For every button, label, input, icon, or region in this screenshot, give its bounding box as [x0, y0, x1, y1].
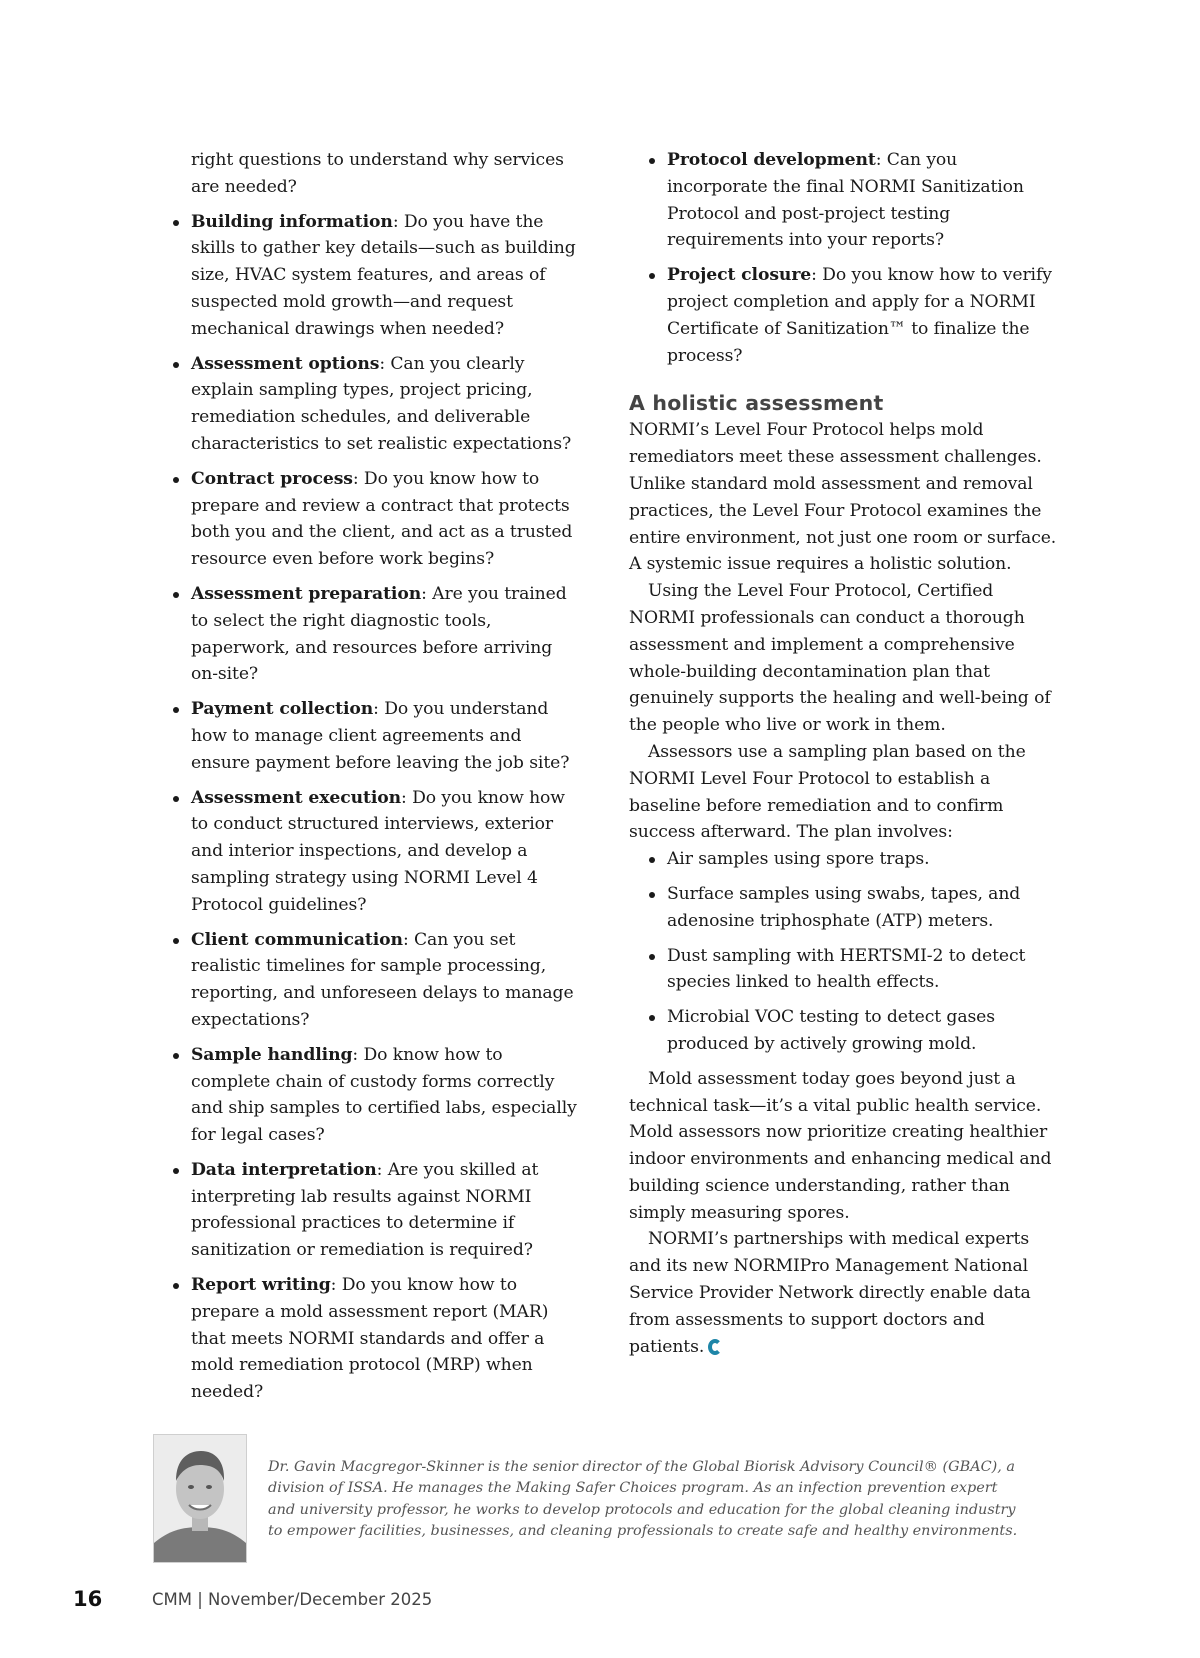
- item-text: : Do you know how to prepare and review a contract that protects both you and the client, and act as a trusted resource even before work begins?: [191, 468, 573, 570]
- list-item: [172, 466, 582, 573]
- item-text: : Do you understand how to manage client agreements and ensure payment before leaving the job site?: [191, 699, 570, 773]
- item-text: : Do you know how to prepare a mold assessment report (MAR) that meets NORMI standards and offer a mold remediation protocol (MRP) when needed?: [191, 1275, 549, 1403]
- left-column: [172, 147, 582, 1414]
- list-item: Microbial VOC testing to detect gases produced by actively growing mold.: [648, 1004, 1059, 1058]
- list-item: [172, 927, 582, 1034]
- paragraph: Using the Level Four Protocol, Certified NORMI professionals can conduct a thorough assessment and implement a comprehensive whole-building decontamination plan that genuinely supports the healing and well-being of the people who live or work in them.: [629, 581, 1051, 736]
- item-term: Assessment options: [191, 353, 380, 374]
- list-item: [648, 147, 1059, 254]
- list-item: [172, 581, 582, 688]
- right-column: [629, 147, 1059, 1360]
- publication-info: CMM | November/December 2025: [152, 1590, 433, 1609]
- author-portrait-icon: [153, 1434, 247, 1563]
- item-text: : Are you skilled at interpreting lab results against NORMI professional practices to determine if sanitization or remediation is required?: [191, 1159, 539, 1261]
- item-term: Payment collection: [191, 699, 374, 720]
- checklist-right: [648, 147, 1059, 369]
- sampling-list: [648, 846, 1059, 1058]
- item-text: : Do you have the skills to gather key details—such as building size, HVAC system features, and areas of suspected mold growth—and request mechanical drawings when needed?: [191, 211, 576, 339]
- list-item: [172, 1272, 582, 1406]
- list-item: [172, 696, 582, 776]
- item-term: Assessment execution: [191, 787, 402, 808]
- item-text: : Do know how to complete chain of custody forms correctly and ship samples to certified labs, especially for legal cases?: [191, 1044, 577, 1146]
- item-term: Contract process: [191, 468, 353, 489]
- section-heading: A holistic assessment: [629, 391, 884, 416]
- list-item: Air samples using spore traps.: [648, 846, 1059, 873]
- item-term: Client communication: [191, 929, 403, 950]
- item-text: : Do you know how to verify project completion and apply for a NORMI Certificate of Sanitization™ to finalize the process?: [667, 265, 1052, 366]
- list-item: [172, 785, 582, 919]
- paragraph: NORMI’s Level Four Protocol helps mold remediators meet these assessment challenges. Unlike standard mold assessment and removal practices, the Level Four Protocol examines the entire environment, not just one room or surface. A systemic issue requires a holistic solution.: [629, 420, 1057, 575]
- paragraph: Mold assessment today goes beyond just a technical task—it’s a vital public health service. Mold assessors now prioritize creating healthier indoor environments and enhancing medical and building science understanding, rather than simply measuring spores.: [629, 1068, 1052, 1223]
- list-item: Dust sampling with HERTSMI-2 to detect species linked to health effects.: [648, 943, 1059, 997]
- item-term: Project closure: [667, 265, 812, 286]
- paragraph: [629, 1226, 1059, 1360]
- checklist-left: [172, 209, 582, 1406]
- continued-text: right questions to understand why services are needed?: [191, 150, 564, 197]
- item-text: : Can you set realistic timelines for sample processing, reporting, and unforeseen delays to manage expectations?: [191, 929, 574, 1030]
- item-text: : Can you clearly explain sampling types, project pricing, remediation schedules, and deliverable characteristics to set realistic expectations?: [191, 353, 572, 454]
- page-number: 16: [73, 1587, 103, 1611]
- item-term: Protocol development: [667, 150, 876, 170]
- item-term: Assessment preparation: [191, 583, 422, 604]
- cmm-logo-mark-icon: [708, 1339, 722, 1355]
- item-term: Building information: [191, 211, 393, 232]
- list-item: [172, 1157, 582, 1264]
- closing-text: NORMI’s partnerships with medical experts and its new NORMIPro Management National Service Provider Network directly enable data from assessments to support doctors and patients.: [629, 1229, 1031, 1357]
- item-text: : Can you incorporate the final NORMI Sanitization Protocol and post-project testing requirements into your reports?: [667, 150, 1024, 251]
- list-item: [172, 209, 582, 343]
- item-term: Sample handling: [191, 1044, 353, 1065]
- bio-text: Dr. Gavin Macgregor-Skinner is the senior director of the Global Biorisk Advisory Council® (GBAC), a division of ISSA. He manages the Making Safer Choices program. As an infection prevention expert and university professor, he works to develop protocols and education for the global cleaning industry to empower facilities, businesses, and cleaning professionals to create safe and healthy environments.: [268, 1459, 1018, 1539]
- list-item: Surface samples using swabs, tapes, and adenosine triphosphate (ATP) meters.: [648, 881, 1059, 935]
- item-term: Data interpretation: [191, 1159, 377, 1180]
- item-text: : Do you know how to conduct structured interviews, exterior and interior inspections, and develop a sampling strategy using NORMI Level 4 Protocol guidelines?: [191, 787, 565, 915]
- list-item: [172, 351, 582, 458]
- item-term: Report writing: [191, 1275, 331, 1296]
- list-item: [648, 262, 1059, 369]
- list-item: [172, 1042, 582, 1149]
- paragraph: Assessors use a sampling plan based on the NORMI Level Four Protocol to establish a baseline before remediation and to confirm success afterward. The plan involves:: [629, 741, 1026, 843]
- item-text: : Are you trained to select the right diagnostic tools, paperwork, and resources before arriving on-site?: [191, 583, 567, 685]
